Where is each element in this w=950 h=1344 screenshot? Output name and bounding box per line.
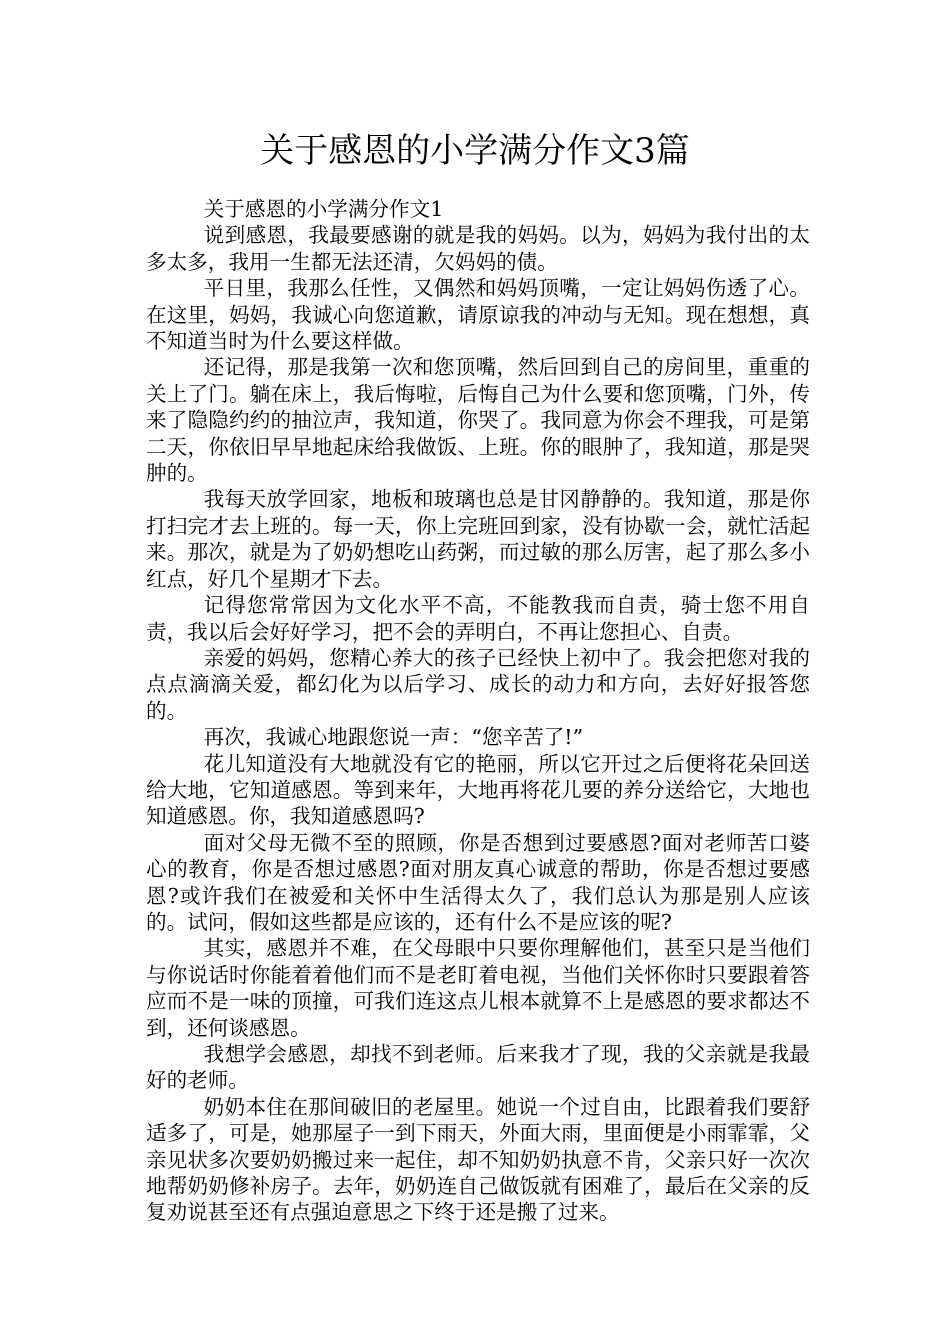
document-title: 关于感恩的小学满分作文3篇 xyxy=(260,131,690,171)
body-paragraph: 花儿知道没有大地就没有它的艳丽，所以它开过之后便将花朵回送给大地，它知道感恩。等到来年，大地再将花儿要的养分送给它，大地也知道感恩。你，我知道感恩吗? xyxy=(146,751,810,829)
body-paragraph: 说到感恩，我最要感谢的就是我的妈妈。以为，妈妈为我付出的太多太多，我用一生都无法还清，欠妈妈的债。 xyxy=(146,223,810,274)
body-paragraph: 奶奶本住在那间破旧的老屋里。她说一个过自由，比跟着我们要舒适多了，可是，她那屋子一到下雨天，外面大雨，里面便是小雨霏霏，父亲见状多次要奶奶搬过来一起住，却不知奶奶执意不肯，父亲只好一次次地帮奶奶修补房子。去年，奶奶连自己做饭就有困难了，最后在父亲的反复劝说甚至还有点强迫意思之下终于还是搬了过来。 xyxy=(146,1094,810,1225)
body-paragraph: 还记得，那是我第一次和您顶嘴，然后回到自己的房间里，重重的关上了门。躺在床上，我后悔啦，后悔自己为什么要和您顶嘴，门外，传来了隐隐约约的抽泣声，我知道，你哭了。我同意为你会不理我，可是第二天，你依旧早早地起床给我做饭、上班。你的眼肿了，我知道，那是哭肿的。 xyxy=(146,355,810,486)
body-paragraph: 其实，感恩并不难，在父母眼中只要你理解他们，甚至只是当他们与你说话时你能着着他们而不是老盯着电视，当他们关怀你时只要跟着答应而不是一味的顶撞，可我们连这点儿根本就算不上是感恩的要求都达不到，还何谈感恩。 xyxy=(146,936,810,1040)
body-paragraph: 亲爱的妈妈，您精心养大的孩子已经快上初中了。我会把您对我的点点滴滴关爱，都幻化为以后学习、成长的动力和方向，去好好报答您的。 xyxy=(146,645,810,723)
body-paragraph: 我想学会感恩，却找不到老师。后来我才了现，我的父亲就是我最好的老师。 xyxy=(146,1042,810,1093)
body-paragraph: 再次，我诚心地跟您说一声：“您辛苦了!” xyxy=(203,725,584,750)
body-paragraph: 记得您常常因为文化水平不高，不能教我而自责，骑士您不用自责，我以后会好好学习，把不会的弄明白，不再让您担心、自责。 xyxy=(146,593,810,644)
document-body xyxy=(146,196,810,1226)
body-paragraph: 平日里，我那么任性，又偶然和妈妈顶嘴，一定让妈妈伤透了心。在这里，妈妈，我诚心向您道歉，请原谅我的冲动与无知。现在想想，真不知道当时为什么要这样做。 xyxy=(146,276,810,354)
body-paragraph: 面对父母无微不至的照顾，你是否想到过要感恩?面对老师苦口婆心的教育，你是否想过感恩?面对朋友真心诚意的帮助，你是否想过要感恩?或许我们在被爱和关怀中生活得太久了，我们总认为那是别人应该的。试问，假如这些都是应该的，还有什么不是应该的呢? xyxy=(146,830,810,934)
subtitle-paragraph: 关于感恩的小学满分作文1 xyxy=(203,197,444,221)
body-paragraph: 我每天放学回家，地板和玻璃也总是甘冈静静的。我知道，那是你打扫完才去上班的。每一天，你上完班回到家，没有协歇一会，就忙活起来。那次，就是为了奶奶想吃山药粥，而过敏的那么厉害，起了那么多小红点，好几个星期才下去。 xyxy=(146,487,810,591)
